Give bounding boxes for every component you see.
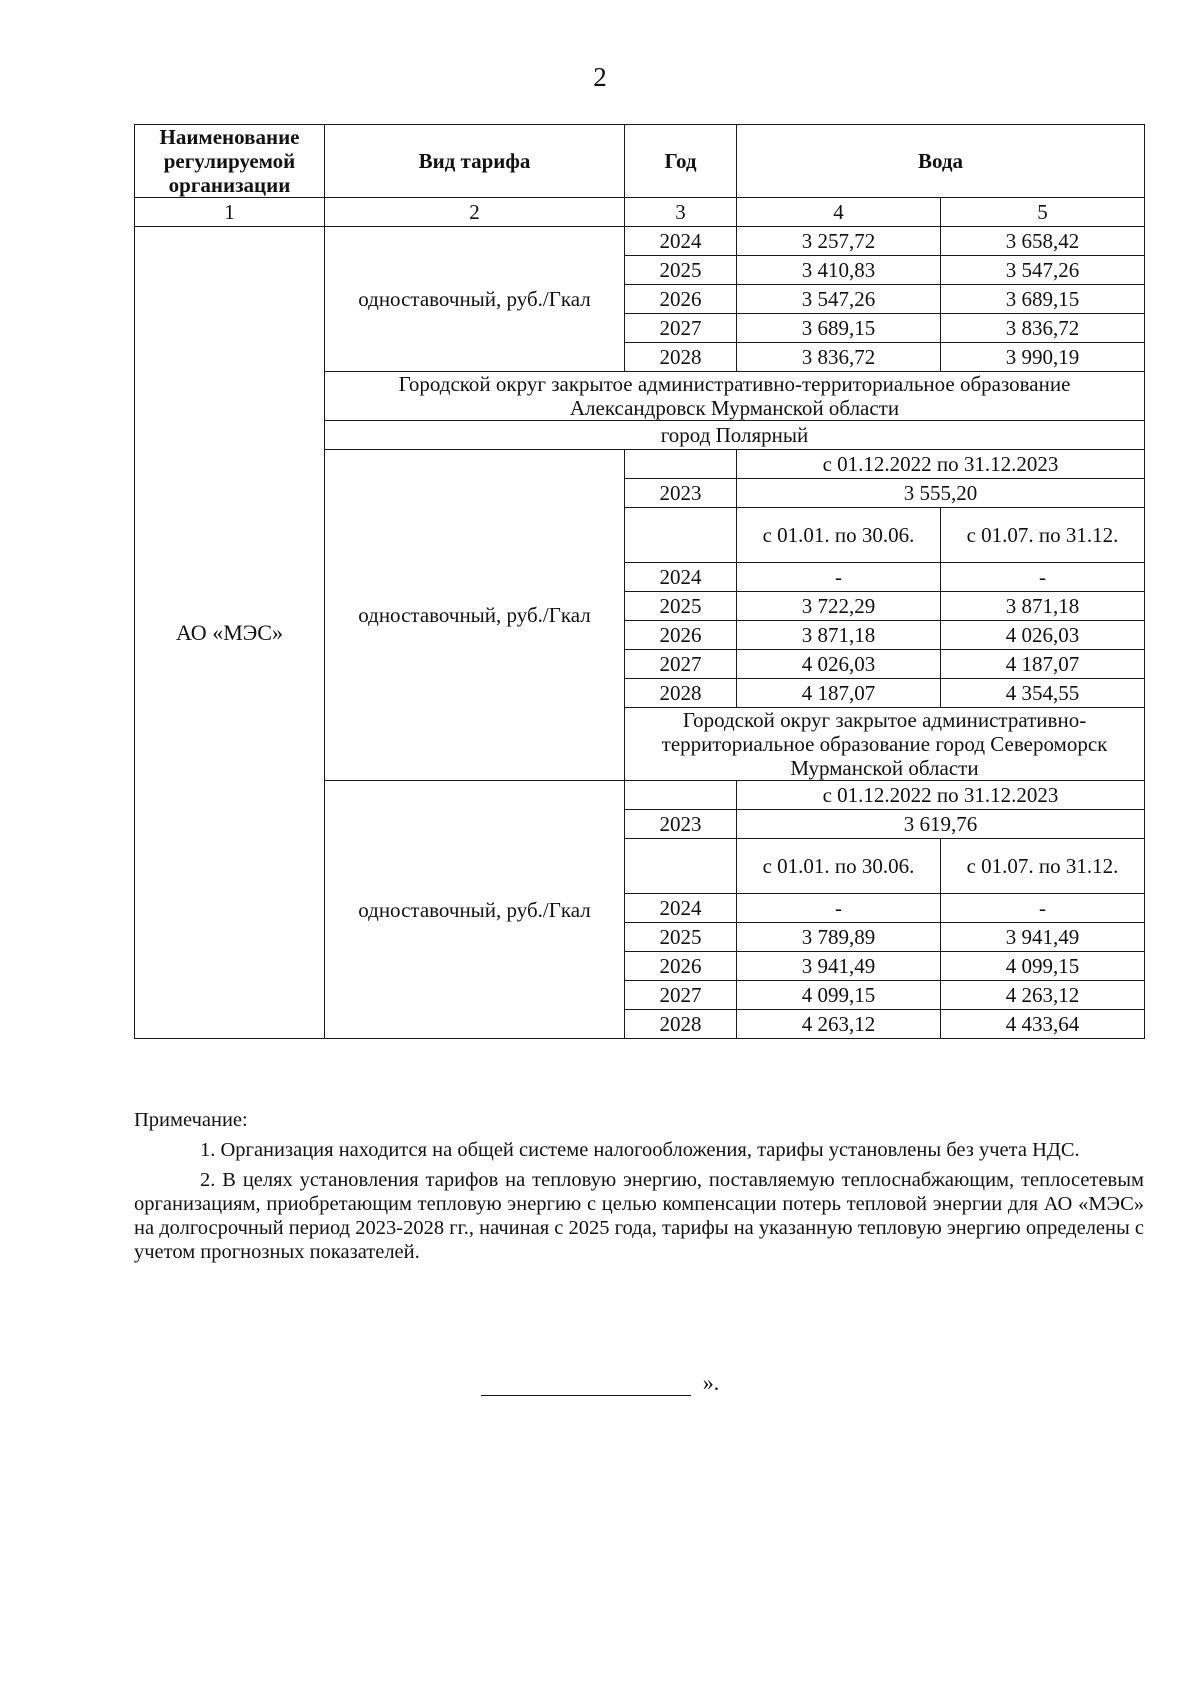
value-cell: 4 099,15 bbox=[941, 952, 1145, 981]
header-org: Наименование регулируемой организации bbox=[135, 125, 325, 198]
year-cell: 2028 bbox=[625, 679, 737, 708]
year-cell: 2026 bbox=[625, 285, 737, 314]
year-cell: 2027 bbox=[625, 314, 737, 343]
value-cell: 3 555,20 bbox=[737, 479, 1145, 508]
signature-rule bbox=[481, 1375, 691, 1396]
year-cell bbox=[625, 450, 737, 479]
value-cell: - bbox=[737, 894, 941, 923]
value-cell: 3 410,83 bbox=[737, 256, 941, 285]
tariff-table bbox=[134, 124, 1145, 1039]
half-year-header: с 01.01. по 30.06. bbox=[737, 508, 941, 563]
year-cell: 2023 bbox=[625, 479, 737, 508]
value-cell: - bbox=[941, 563, 1145, 592]
col-number: 4 bbox=[737, 198, 941, 227]
value-cell: 3 689,15 bbox=[941, 285, 1145, 314]
value-cell: 3 722,29 bbox=[737, 592, 941, 621]
value-cell: 3 941,49 bbox=[737, 952, 941, 981]
year-cell: 2027 bbox=[625, 981, 737, 1010]
half-year-header: с 01.07. по 31.12. bbox=[941, 839, 1145, 894]
year-cell: 2024 bbox=[625, 563, 737, 592]
region-title: Городской округ закрытое административно-территориальное образование город Североморск Мурманской области bbox=[625, 708, 1145, 781]
period-header: с 01.12.2022 по 31.12.2023 bbox=[737, 450, 1145, 479]
value-cell: 4 354,55 bbox=[941, 679, 1145, 708]
half-year-header: с 01.07. по 31.12. bbox=[941, 508, 1145, 563]
year-cell: 2025 bbox=[625, 592, 737, 621]
col-number: 5 bbox=[941, 198, 1145, 227]
value-cell: 3 941,49 bbox=[941, 923, 1145, 952]
value-cell: 4 433,64 bbox=[941, 1010, 1145, 1039]
half-year-header: с 01.01. по 30.06. bbox=[737, 839, 941, 894]
notes-section bbox=[134, 1108, 1144, 1270]
value-cell: 3 689,15 bbox=[737, 314, 941, 343]
period-header: с 01.12.2022 по 31.12.2023 bbox=[737, 781, 1145, 810]
value-cell: 4 099,15 bbox=[737, 981, 941, 1010]
year-cell bbox=[625, 839, 737, 894]
value-cell: 3 658,42 bbox=[941, 227, 1145, 256]
year-cell: 2025 bbox=[625, 256, 737, 285]
year-cell: 2027 bbox=[625, 650, 737, 679]
notes-title: Примечание: bbox=[134, 1109, 248, 1131]
value-cell: 3 257,72 bbox=[737, 227, 941, 256]
value-cell: 3 547,26 bbox=[737, 285, 941, 314]
value-cell: 3 871,18 bbox=[737, 621, 941, 650]
year-cell bbox=[625, 781, 737, 810]
header-year: Год bbox=[625, 125, 737, 198]
tariff-type-cell: одноставочный, руб./Гкал bbox=[325, 781, 625, 1039]
value-cell: 4 026,03 bbox=[941, 621, 1145, 650]
organization-cell: АО «МЭС» bbox=[135, 227, 325, 1039]
page-number: 2 bbox=[593, 62, 607, 92]
year-cell: 2026 bbox=[625, 621, 737, 650]
city-title: город Полярный bbox=[325, 421, 1145, 450]
year-cell: 2026 bbox=[625, 952, 737, 981]
value-cell: 3 990,19 bbox=[941, 343, 1145, 372]
year-cell: 2028 bbox=[625, 1010, 737, 1039]
year-cell: 2028 bbox=[625, 343, 737, 372]
table-header-row bbox=[135, 125, 1145, 198]
value-cell: 4 263,12 bbox=[941, 981, 1145, 1010]
col-number: 3 bbox=[625, 198, 737, 227]
tariff-type-cell: одноставочный, руб./Гкал bbox=[325, 227, 625, 372]
year-cell: 2025 bbox=[625, 923, 737, 952]
header-water: Вода bbox=[737, 125, 1145, 198]
tariff-type-cell: одноставочный, руб./Гкал bbox=[325, 450, 625, 781]
col-number: 1 bbox=[135, 198, 325, 227]
value-cell: 3 871,18 bbox=[941, 592, 1145, 621]
year-cell: 2024 bbox=[625, 227, 737, 256]
year-cell: 2023 bbox=[625, 810, 737, 839]
value-cell: 4 187,07 bbox=[737, 679, 941, 708]
value-cell: - bbox=[737, 563, 941, 592]
value-cell: 3 836,72 bbox=[737, 343, 941, 372]
value-cell: 4 263,12 bbox=[737, 1010, 941, 1039]
value-cell: 3 836,72 bbox=[941, 314, 1145, 343]
table-row bbox=[135, 227, 1145, 256]
value-cell: 4 026,03 bbox=[737, 650, 941, 679]
value-cell: 3 619,76 bbox=[737, 810, 1145, 839]
closing-line bbox=[0, 1370, 1200, 1396]
closing-quote: ». bbox=[702, 1370, 720, 1395]
value-cell: - bbox=[941, 894, 1145, 923]
value-cell: 4 187,07 bbox=[941, 650, 1145, 679]
value-cell: 3 547,26 bbox=[941, 256, 1145, 285]
value-cell: 3 789,89 bbox=[737, 923, 941, 952]
region-title: Городской округ закрытое административно-территориальное образование Александровск Мурманской области bbox=[325, 372, 1145, 421]
year-cell: 2024 bbox=[625, 894, 737, 923]
column-numbers-row bbox=[135, 198, 1145, 227]
note-item: 1. Организация находится на общей системе налогообложения, тарифы установлены без учета НДС. bbox=[200, 1139, 1080, 1161]
col-number: 2 bbox=[325, 198, 625, 227]
note-item: 2. В целях установления тарифов на тепловую энергию, поставляемую теплоснабжающим, теплосетевым организациям, приобретающим тепловую энергию с целью компенсации потерь тепловой энергии для АО «МЭС» на долгосрочный период 2023-2028 гг., начиная с 2025 года, тарифы на указанную тепловую энергию определены с учетом прогнозных показателей. bbox=[134, 1169, 1144, 1263]
header-tariff-type: Вид тарифа bbox=[325, 125, 625, 198]
year-cell bbox=[625, 508, 737, 563]
